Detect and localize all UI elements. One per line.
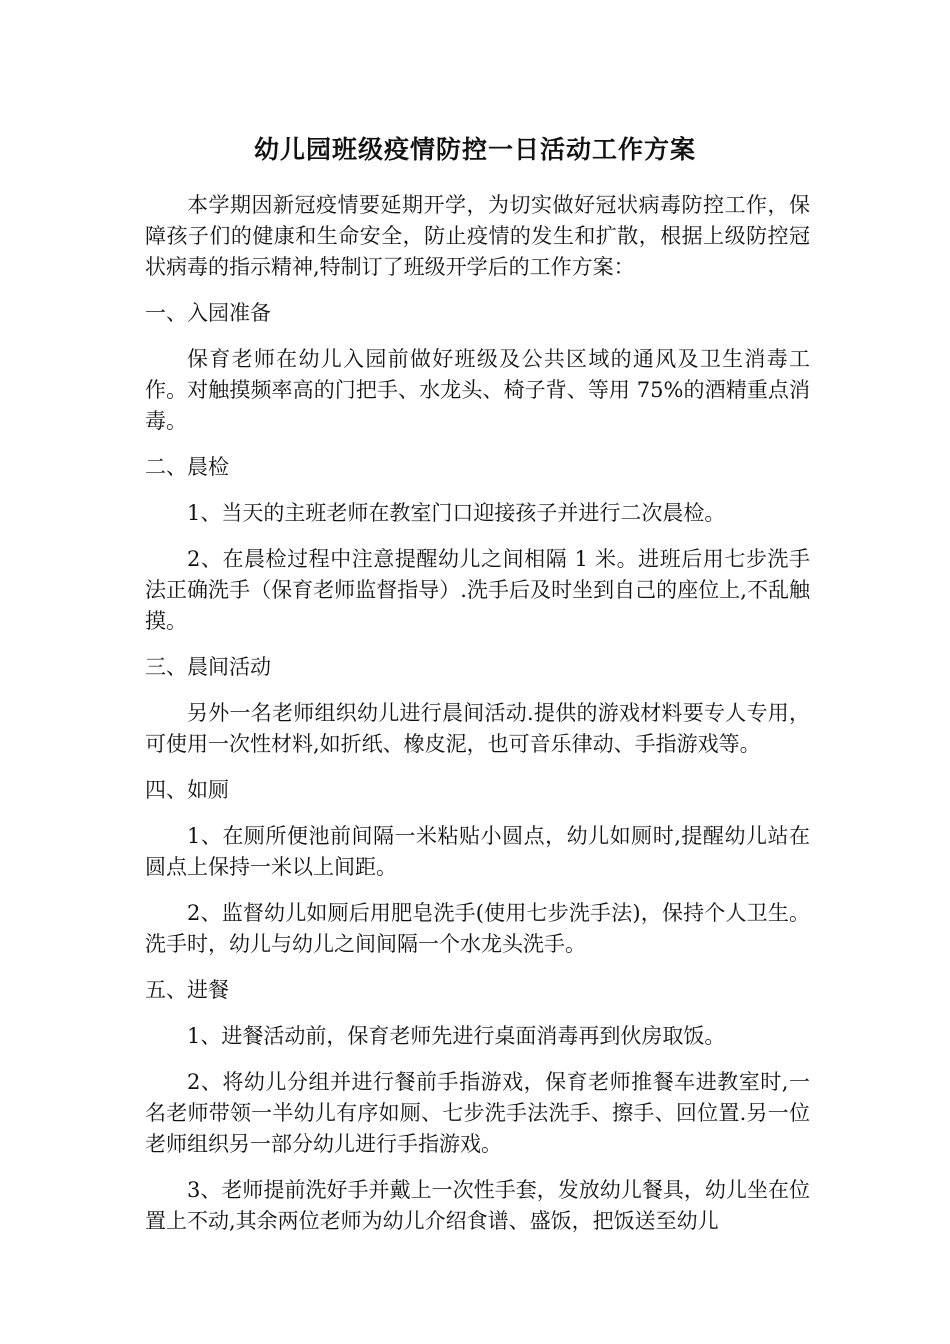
section-paragraph: 另外一名老师组织幼儿进行晨间活动.提供的游戏材料要专人专用，可使用一次性材料,如折纸、橡皮泥，也可音乐律动、手指游戏等。 bbox=[145, 701, 810, 756]
section-paragraph: 1、进餐活动前，保育老师先进行桌面消毒再到伙房取饭。 bbox=[187, 1024, 726, 1048]
section-paragraph: 1、当天的主班老师在教室门口迎接孩子并进行二次晨检。 bbox=[187, 501, 726, 525]
intro-paragraph: 本学期因新冠疫情要延期开学，为切实做好冠状病毒防控工作，保障孩子们的健康和生命安全，防止疫情的发生和扩散，根据上级防控冠状病毒的指示精神,特制订了班级开学后的工作方案： bbox=[145, 193, 810, 279]
section-heading: 五、进餐 bbox=[145, 978, 229, 1002]
section-heading: 三、晨间活动 bbox=[145, 655, 271, 679]
section-paragraph: 2、将幼儿分组并进行餐前手指游戏，保育老师推餐车进教室时,一名老师带领一半幼儿有序如厕、七步洗手法洗手、擦手、回位置.另一位老师组织另一部分幼儿进行手指游戏。 bbox=[145, 1070, 810, 1156]
section-meals bbox=[145, 975, 810, 1237]
section-admission-prep bbox=[145, 298, 810, 437]
section-morning-check bbox=[145, 452, 810, 637]
section-heading: 二、晨检 bbox=[145, 455, 229, 479]
section-paragraph: 2、在晨检过程中注意提醒幼儿之间相隔 1 米。进班后用七步洗手法正确洗手（保育老师监督指导）.洗手后及时坐到自己的座位上,不乱触摸。 bbox=[145, 547, 810, 633]
section-paragraph: 1、在厕所便池前间隔一米粘贴小圆点，幼儿如厕时,提醒幼儿站在圆点上保持一米以上间距。 bbox=[145, 824, 810, 879]
section-heading: 四、如厕 bbox=[145, 778, 229, 802]
section-paragraph: 保育老师在幼儿入园前做好班级及公共区域的通风及卫生消毒工作。对触摸频率高的门把手、水龙头、椅子背、等用 75%的酒精重点消毒。 bbox=[145, 347, 810, 433]
section-paragraph: 3、老师提前洗好手并戴上一次性手套，发放幼儿餐具，幼儿坐在位置上不动,其余两位老师为幼儿介绍食谱、盛饭，把饭送至幼儿 bbox=[145, 1178, 810, 1233]
section-morning-activity bbox=[145, 652, 810, 760]
section-toilet bbox=[145, 775, 810, 960]
section-paragraph: 2、监督幼儿如厕后用肥皂洗手(使用七步洗手法)，保持个人卫生。洗手时，幼儿与幼儿之间间隔一个水龙头洗手。 bbox=[145, 901, 810, 956]
document-title: 幼儿园班级疫情防控一日活动工作方案 bbox=[253, 135, 696, 164]
document-body bbox=[145, 190, 810, 1252]
section-heading: 一、入园准备 bbox=[145, 301, 271, 325]
